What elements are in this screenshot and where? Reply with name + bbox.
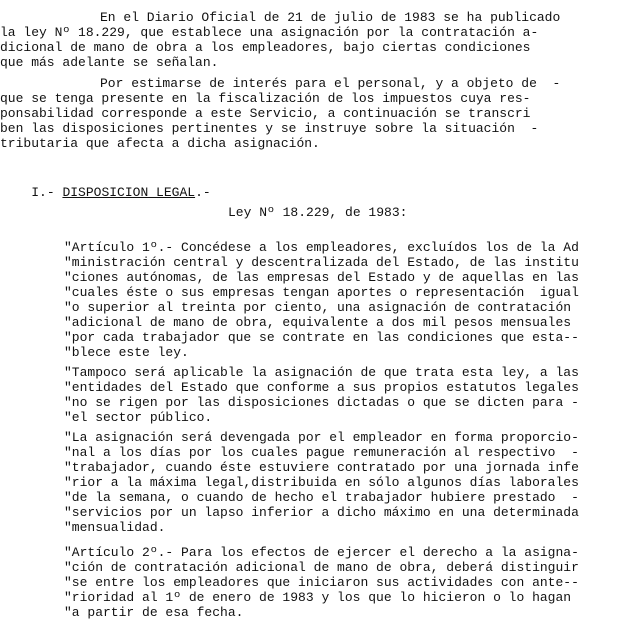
intro-p1-line-1: En el Diario Oficial de 21 de julio de 1983 se ha publicado	[100, 10, 561, 25]
law-p2-line-2: "entidades del Estado que conforme a sus propios estatutos legales	[64, 380, 579, 395]
law-p2-line-4: "el sector público.	[64, 410, 213, 425]
law-p1-line-5: "o superior al treinta por ciento, una asignación de contratación	[64, 300, 572, 315]
section-suffix: .-	[195, 185, 211, 200]
intro-p2-line-4: ben las disposiciones pertinentes y se instruye sobre la situación -	[0, 121, 539, 136]
law-p4-line-5: "a partir de esa fecha.	[64, 605, 244, 620]
intro-p1-line-2: la ley Nº 18.229, que establece una asignación por la contratación a-	[0, 25, 539, 40]
law-p4-line-3: "se entre los empleadores que iniciaron sus actividades con ante--	[64, 575, 579, 590]
law-title: Ley Nº 18.229, de 1983:	[228, 205, 408, 220]
law-p3-line-4: "rior a la máxima legal,distribuida en sólo algunos días laborales	[64, 475, 579, 490]
law-p2-line-3: "no se rigen por las disposiciones dictadas o que se dicten para -	[64, 395, 579, 410]
intro-p2-line-5: tributaria que afecta a dicha asignación.	[0, 136, 320, 151]
law-p3-line-5: "de la semana, o cuando de hecho el trabajador hubiere prestado -	[64, 490, 579, 505]
law-p1-line-1: "Artículo 1º.- Concédese a los empleadores, excluídos los de la Ad	[64, 240, 579, 255]
law-p1-line-7: "por cada trabajador que se contrate en las condiciones que esta--	[64, 330, 579, 345]
section-number: I.-	[31, 185, 55, 200]
law-p3-line-2: "nal a los días por los cuales pague remuneración al respectivo -	[64, 445, 579, 460]
law-p4-line-1: "Artículo 2º.- Para los efectos de ejercer el derecho a la asigna-	[64, 545, 579, 560]
intro-p2-line-3: ponsabilidad corresponde a este Servicio, a continuación se transcri	[0, 106, 531, 121]
section-title: DISPOSICION LEGAL	[62, 185, 196, 200]
intro-p1-line-3: dicional de mano de obra a los empleadores, bajo ciertas condiciones	[0, 40, 531, 55]
law-p1-line-2: "ministración central y descentralizada del Estado, de las institu	[64, 255, 579, 270]
intro-p2-line-1: Por estimarse de interés para el personal, y a objeto de -	[100, 76, 561, 91]
law-p3-line-3: "trabajador, cuando éste estuviere contratado por una jornada infe	[64, 460, 579, 475]
intro-p1-line-4: que más adelante se señalan.	[0, 55, 219, 70]
law-p1-line-8: "blece este ley.	[64, 345, 189, 360]
law-p4-line-4: "rioridad al 1º de enero de 1983 y los que lo hicieron o lo hagan	[64, 590, 572, 605]
intro-p2-line-2: que se tenga presente en la fiscalización de los impuestos cuya res-	[0, 91, 531, 106]
law-p3-line-1: "La asignación será devengada por el empleador en forma proporcio-	[64, 430, 579, 445]
law-p2-line-1: "Tampoco será aplicable la asignación de que trata esta ley, a las	[64, 365, 579, 380]
law-p1-line-6: "adicional de mano de obra, equivalente a dos mil pesos mensuales	[64, 315, 572, 330]
law-p1-line-4: "cuales éste o sus empresas tengan aportes o representación igual	[64, 285, 579, 300]
law-p1-line-3: "ciones autónomas, de las empresas del Estado y de aquellas en las	[64, 270, 579, 285]
law-p3-line-7: "mensualidad.	[64, 520, 166, 535]
law-p3-line-6: "servicios por un lapso inferior a dicho máximo en una determinada	[64, 505, 579, 520]
section-heading	[0, 170, 211, 215]
law-p4-line-2: "ción de contratación adicional de mano de obra, deberá distinguir	[64, 560, 579, 575]
